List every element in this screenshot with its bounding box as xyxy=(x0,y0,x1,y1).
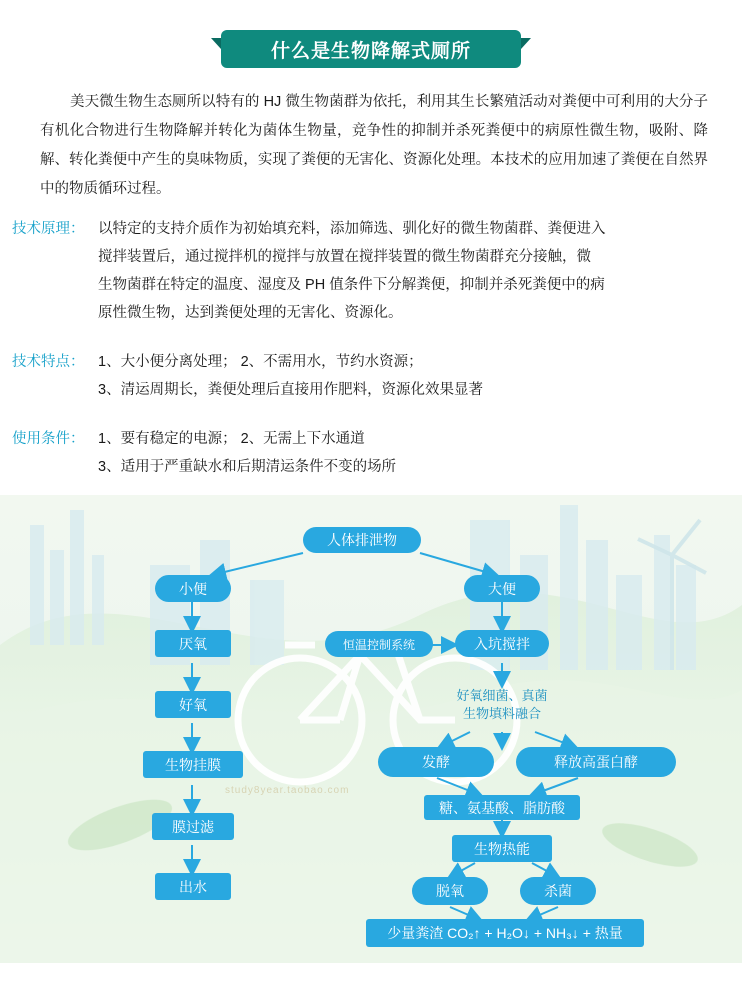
node-anaerobic: 厌氧 xyxy=(155,630,231,657)
section-principle-body xyxy=(98,215,724,327)
section-features-line-1: 1、大小便分离处理； 2、不需用水，节约水资源； xyxy=(98,354,423,370)
node-sterilize: 杀菌 xyxy=(520,877,596,905)
section-conditions xyxy=(12,425,724,481)
section-conditions-label: 使用条件： xyxy=(12,431,85,447)
node-urine: 小便 xyxy=(155,575,231,602)
section-features-line-2: 3、清运周期长，粪便处理后直接用作肥料，资源化效果显著 xyxy=(98,382,484,398)
node-pit-stir: 入坑搅拌 xyxy=(455,630,549,657)
node-release-enzyme: 释放高蛋白酵 xyxy=(516,747,676,777)
node-ferment: 发酵 xyxy=(378,747,494,777)
section-conditions-line-1: 1、要有稳定的电源； 2、无需上下水通道 xyxy=(98,431,365,447)
page-title: 什么是生物降解式厕所 xyxy=(270,40,471,62)
watermark-text: study8year.taobao.com xyxy=(225,785,350,796)
section-features-body xyxy=(98,348,724,404)
node-source: 人体排泄物 xyxy=(303,527,421,553)
section-principle-line-2: 搅拌装置后，通过搅拌机的搅拌与放置在搅拌装置的微生物菌群充分接触，微 xyxy=(98,249,591,265)
node-biofilm: 生物挂膜 xyxy=(143,751,243,778)
node-fusion-line-1: 好氧细菌、真菌 xyxy=(456,688,548,703)
section-conditions-line-2: 3、适用于严重缺水和后期清运条件不变的场所 xyxy=(98,459,397,475)
section-principle-line-3: 生物菌群在特定的温度、湿度及 PH 值条件下分解粪便，抑制并杀死粪便中的病 xyxy=(98,277,605,293)
section-principle-line-4: 原性微生物，达到粪便处理的无害化、资源化。 xyxy=(98,305,403,321)
node-acids: 糖、氨基酸、脂肪酸 xyxy=(424,795,580,820)
section-principle xyxy=(12,215,724,327)
node-final-output: 少量粪渣 CO₂↑ + H₂O↓ + NH₃↓ + 热量 xyxy=(366,919,644,947)
section-features-label: 技术特点： xyxy=(12,354,85,370)
node-bio-heat: 生物热能 xyxy=(452,835,552,862)
node-fusion xyxy=(422,687,582,723)
process-flow-diagram xyxy=(0,495,742,963)
node-feces: 大便 xyxy=(464,575,540,602)
node-aerobic: 好氧 xyxy=(155,691,231,718)
page-title-banner xyxy=(221,30,521,68)
intro-paragraph: 美天微生物生态厕所以特有的 HJ 微生物菌群为依托，利用其生长繁殖活动对粪便中可利用的大分子有机化合物进行生物降解并转化为菌体生物量，竞争性的抑制并杀死粪便中的病原性微生物，吸附、降解、转化粪便中产生的臭味物质，实现了粪便的无害化、资源化处理。本技术的应用加速了粪便在自然界中的物质循环过程。 xyxy=(40,94,708,197)
section-principle-line-1: 以特定的支持介质作为初始填充料，添加筛选、驯化好的微生物菌群、粪便进入 xyxy=(98,221,606,237)
section-features xyxy=(12,348,724,404)
section-principle-label: 技术原理： xyxy=(12,221,85,237)
node-effluent: 出水 xyxy=(155,873,231,900)
node-membrane: 膜过滤 xyxy=(152,813,234,840)
node-deoxy: 脱氧 xyxy=(412,877,488,905)
node-fusion-line-2: 生物填料融合 xyxy=(462,706,541,721)
node-temp-control: 恒温控制系统 xyxy=(325,631,433,657)
section-conditions-body xyxy=(98,425,724,481)
background-illustration xyxy=(0,495,742,963)
